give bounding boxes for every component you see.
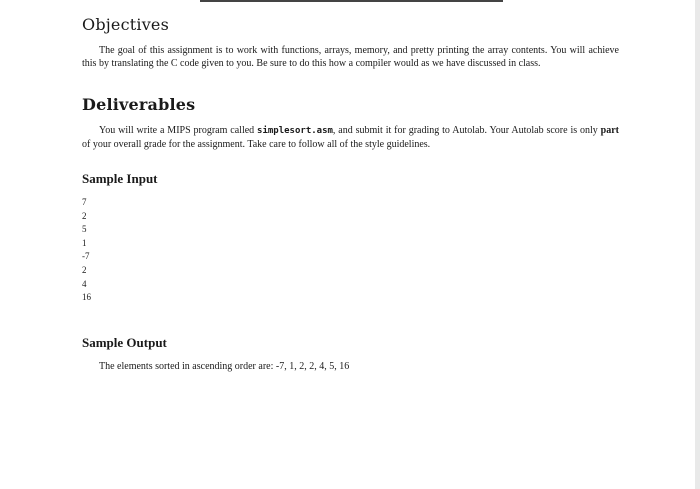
sample-output-text: The elements sorted in ascending order are: -7, 1, 2, 2, 4, 5, 16 — [99, 360, 350, 372]
input-value: 2 — [82, 264, 87, 275]
filename-code: simplesort.asm — [257, 126, 333, 136]
input-value: 7 — [82, 197, 87, 207]
top-rule — [200, 0, 503, 2]
page-edge — [695, 0, 700, 489]
deliverables-text-1: You will write a MIPS program called — [99, 125, 258, 136]
input-value: 16 — [82, 292, 91, 303]
input-value: -7 — [82, 251, 90, 262]
deliverables-text-3: of your overall grade for the assignment. Take care to follow all of the style guidelines. — [82, 139, 431, 150]
document-page — [82, 10, 619, 372]
deliverables-heading: Deliverables — [82, 95, 196, 114]
deliverables-text-2: , and submit it for grading to Autolab. Your Autolab score is only — [332, 125, 601, 136]
objectives-paragraph: The goal of this assignment is to work with functions, arrays, memory, and pretty printing the array contents. You will achieve this by translating the C code given to you. Be sure to do this how a compiler would as we have discussed in class. — [82, 45, 619, 69]
input-value: 4 — [82, 278, 87, 289]
input-value: 1 — [82, 237, 87, 248]
emphasis-part: part — [600, 125, 620, 136]
sample-output-heading: Sample Output — [82, 334, 167, 350]
objectives-heading: Objectives — [82, 15, 170, 34]
deliverables-paragraph — [82, 124, 619, 151]
sample-input-heading: Sample Input — [82, 171, 158, 186]
input-value: 2 — [82, 210, 87, 221]
sample-input-list — [82, 196, 619, 305]
input-value: 5 — [82, 224, 87, 235]
